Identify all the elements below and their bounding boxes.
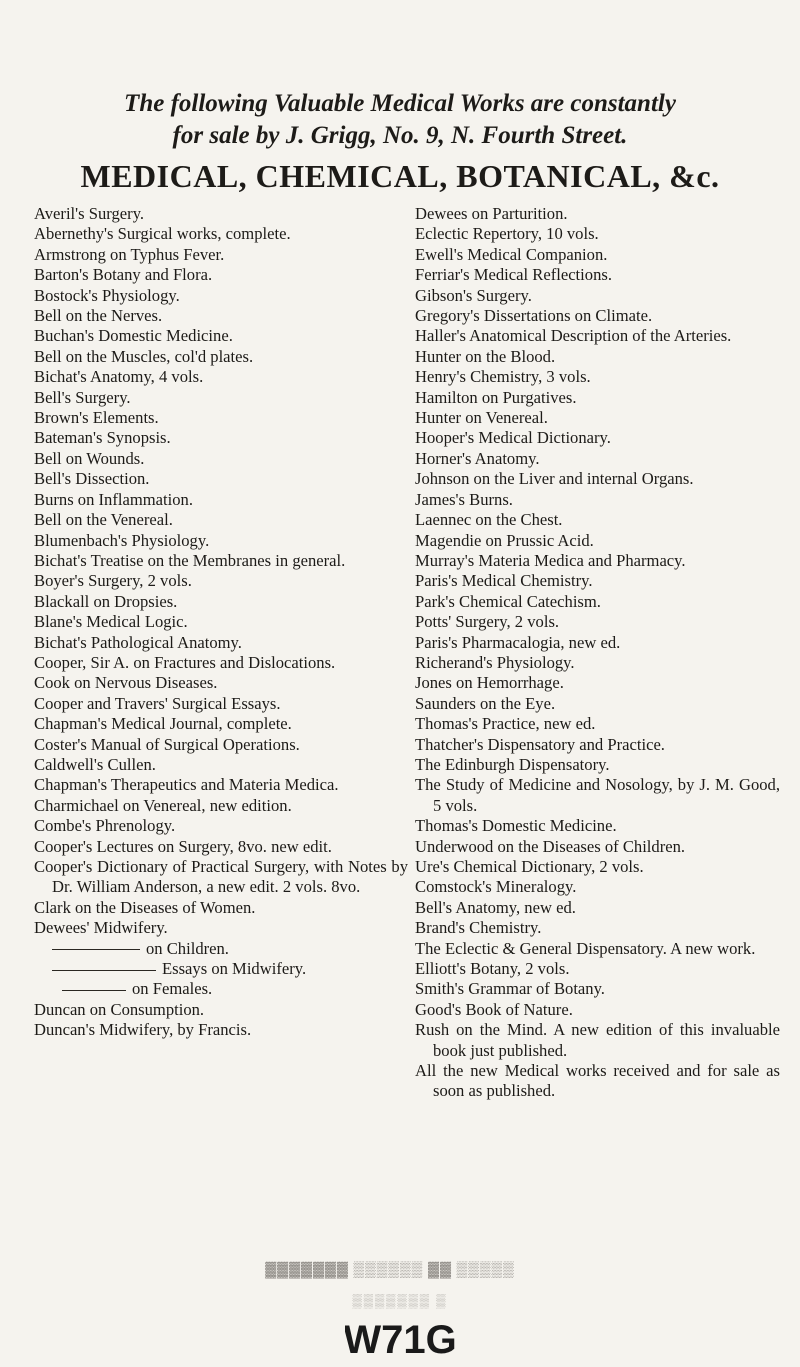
book-entry: Barton's Botany and Flora. — [34, 265, 213, 285]
book-entry-ditto — [34, 979, 408, 999]
book-entry: Brown's Elements. — [34, 408, 159, 428]
faded-ink-mark: ▒▒▒▒▒▒▒ ▒ — [352, 1293, 448, 1308]
book-entry: Rush on the Mind. A new edition of this invaluable book just published. — [415, 1020, 780, 1060]
book-entry: Comstock's Mineralogy. — [415, 877, 577, 897]
book-entry: Duncan on Consumption. — [34, 999, 205, 1019]
book-entry: Bichat's Pathological Anatomy. — [34, 632, 242, 652]
book-entry: Thomas's Practice, new ed. — [415, 714, 596, 734]
book-entry: Paris's Medical Chemistry. — [415, 571, 593, 591]
book-entry: Horner's Anatomy. — [415, 448, 540, 468]
book-entry: Jones on Hemorrhage. — [415, 673, 564, 693]
book-entry: Ure's Chemical Dictionary, 2 vols. — [415, 857, 644, 876]
book-entry: Bell on the Venereal. — [34, 510, 173, 530]
book-entry: Blumenbach's Physiology. — [34, 530, 210, 550]
book-entry: Smith's Grammar of Botany. — [415, 979, 605, 999]
book-entry: Coster's Manual of Surgical Operations. — [34, 734, 300, 754]
shelfmark-stamp — [300, 1313, 500, 1366]
book-entry: Bell's Dissection. — [34, 469, 150, 489]
book-entry: Dewees on Parturition. — [415, 204, 568, 223]
book-entry: Chapman's Medical Journal, complete. — [34, 714, 292, 734]
book-entry: Gregory's Dissertations on Climate. — [415, 306, 653, 326]
book-entry: Hunter on the Blood. — [415, 346, 556, 366]
book-entry: Buchan's Domestic Medicine. — [34, 326, 233, 346]
shelfmark-text: W71G — [345, 1318, 455, 1361]
book-entry: Hooper's Medical Dictionary. — [415, 428, 611, 448]
book-entry: Caldwell's Cullen. — [34, 754, 156, 774]
book-entry: Park's Chemical Catechism. — [415, 591, 601, 611]
book-entry: Johnson on the Liver and internal Organs. — [415, 469, 694, 489]
book-entry-ditto — [34, 939, 408, 959]
book-entry: Hamilton on Purgatives. — [415, 387, 577, 407]
book-entry: Charmichael on Venereal, new edition. — [34, 795, 292, 815]
book-entry: Bell on the Muscles, col'd plates. — [34, 346, 254, 366]
book-entry: The Study of Medicine and Nosology, by J. M. Good, 5 vols. — [415, 775, 780, 815]
book-entry: Combe's Phrenology. — [34, 816, 176, 836]
book-entry: Underwood on the Diseases of Children. — [415, 836, 686, 856]
book-entry: Blane's Medical Logic. — [34, 612, 188, 632]
book-entry-ditto — [34, 959, 408, 979]
book-entry: Bichat's Anatomy, 4 vols. — [34, 367, 204, 387]
advert-heading-line-1: The following Valuable Medical Works are constantly — [124, 90, 676, 117]
book-entry: Chapman's Therapeutics and Materia Medica. — [34, 775, 339, 795]
book-entry: Bell on Wounds. — [34, 448, 145, 468]
book-entry: Blackall on Dropsies. — [34, 591, 178, 611]
book-entry: Cook on Nervous Diseases. — [34, 673, 218, 693]
book-entry: Cooper's Lectures on Surgery, 8vo. new edit. — [34, 836, 332, 856]
book-entry-text: Essays on Midwifery. — [162, 959, 307, 979]
book-entry: All the new Medical works received and for sale as soon as published. — [415, 1061, 780, 1101]
left-book-column — [34, 204, 408, 1041]
book-entry-text: on Children. — [146, 938, 229, 958]
ditto-dash — [62, 990, 126, 991]
book-entry: Clark on the Diseases of Women. — [34, 897, 256, 917]
book-entry: Potts' Surgery, 2 vols. — [415, 612, 560, 632]
book-entry: Cooper's Dictionary of Practical Surgery, with Notes by Dr. William Anderson, a new edit. 2 vols. 8vo. — [34, 857, 408, 897]
book-entry: Paris's Pharmacalogia, new ed. — [415, 632, 621, 652]
shelfmark-stamp-graphic — [345, 1313, 455, 1361]
book-entry: Dewees' Midwifery. — [34, 918, 168, 938]
book-entry: Bateman's Synopsis. — [34, 428, 171, 448]
book-entry: Laennec on the Chest. — [415, 510, 563, 530]
book-entry: The Edinburgh Dispensatory. — [415, 754, 610, 774]
book-entry: Averil's Surgery. — [34, 204, 145, 223]
book-entry: Boyer's Surgery, 2 vols. — [34, 571, 192, 591]
book-entry: Abernethy's Surgical works, complete. — [34, 224, 291, 244]
book-entry: Good's Book of Nature. — [415, 999, 573, 1019]
book-entry: Ewell's Medical Companion. — [415, 244, 608, 264]
book-entry: Ferriar's Medical Reflections. — [415, 265, 612, 285]
book-entry: Bichat's Treatise on the Membranes in general. — [34, 550, 346, 570]
category-banner: MEDICAL, CHEMICAL, BOTANICAL, &c. — [80, 158, 720, 194]
book-entry: Eclectic Repertory, 10 vols. — [415, 224, 599, 244]
book-entry: Cooper and Travers' Surgical Essays. — [34, 693, 281, 713]
book-entry: Thatcher's Dispensatory and Practice. — [415, 734, 665, 754]
book-entry: Thomas's Domestic Medicine. — [415, 816, 617, 836]
library-stamp-smudge: ▓▓▓▓▓▓▓ ▒▒▒▒▒▒ ▓▓ ▒▒▒▒▒ — [265, 1262, 515, 1278]
book-entry: Brand's Chemistry. — [415, 918, 542, 938]
book-entry: Bell's Surgery. — [34, 387, 131, 407]
ditto-dash — [52, 970, 156, 971]
book-entry: Duncan's Midwifery, by Francis. — [34, 1020, 252, 1040]
book-entry: Saunders on the Eye. — [415, 693, 556, 713]
book-entry: Magendie on Prussic Acid. — [415, 530, 594, 550]
book-entry: Elliott's Botany, 2 vols. — [415, 959, 570, 979]
book-entry: Cooper, Sir A. on Fractures and Dislocations. — [34, 652, 336, 672]
book-entry: James's Burns. — [415, 489, 513, 509]
book-entry-text: on Females. — [132, 979, 213, 999]
book-entry: Gibson's Surgery. — [415, 285, 532, 305]
book-entry: Bell's Anatomy, new ed. — [415, 897, 576, 917]
book-entry: Bell on the Nerves. — [34, 306, 163, 326]
right-book-column — [415, 204, 780, 1102]
book-entry: Murray's Materia Medica and Pharmacy. — [415, 550, 686, 570]
book-entry: The Eclectic & General Dispensatory. A new work. — [415, 938, 756, 958]
advert-heading-line-2: for sale by J. Grigg, No. 9, N. Fourth Street. — [172, 122, 628, 149]
book-entry: Richerand's Physiology. — [415, 652, 575, 672]
book-entry: Henry's Chemistry, 3 vols. — [415, 367, 591, 387]
book-entry: Hunter on Venereal. — [415, 408, 548, 428]
book-entry: Armstrong on Typhus Fever. — [34, 244, 225, 264]
book-entry: Bostock's Physiology. — [34, 285, 180, 305]
ditto-dash — [52, 949, 140, 950]
book-entry: Haller's Anatomical Description of the Arteries. — [415, 326, 732, 346]
book-entry: Burns on Inflammation. — [34, 489, 194, 509]
